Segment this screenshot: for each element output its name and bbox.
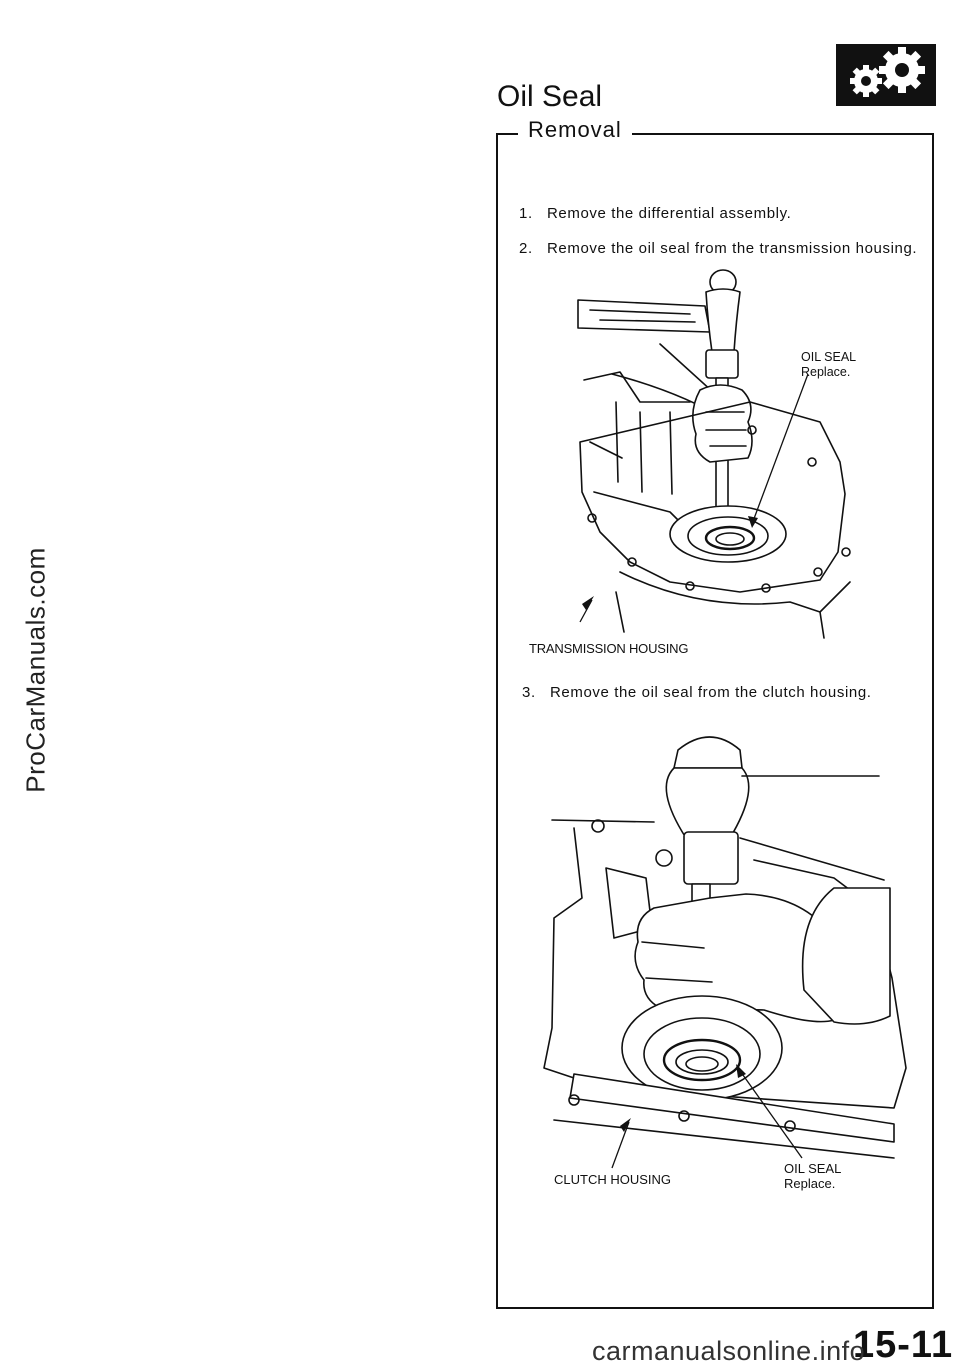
- fig2-housing-label: CLUTCH HOUSING: [554, 1172, 672, 1187]
- fig1-housing-label: TRANSMISSION HOUSING: [529, 641, 689, 656]
- step-1-number: 1.: [519, 205, 533, 222]
- footer-watermark: carmanualsonline.info: [592, 1336, 866, 1366]
- step-3-number: 3.: [522, 684, 536, 701]
- step-2-number: 2.: [519, 240, 533, 257]
- page-title: Oil Seal: [497, 80, 603, 113]
- step-1-text: Remove the differential assembly.: [547, 205, 792, 222]
- clutch-housing-illustration: [534, 728, 910, 1176]
- transmission-housing-illustration: [520, 262, 870, 642]
- fig2-oil-seal-label: [784, 1161, 841, 1191]
- fig1-oil-seal-name: OIL SEAL: [801, 350, 857, 364]
- side-watermark: [16, 460, 56, 880]
- section-title: Removal: [518, 117, 632, 143]
- step-1: [519, 205, 791, 222]
- page-number: 15-11: [853, 1324, 954, 1366]
- side-watermark-text: ProCarManuals.com: [20, 547, 51, 793]
- step-2: [519, 240, 917, 257]
- step-3: [522, 684, 872, 701]
- fig2-oil-seal-note: Replace.: [784, 1176, 836, 1191]
- fig1-oil-seal-label: [801, 350, 856, 380]
- gears-icon: [836, 44, 936, 106]
- step-3-text: Remove the oil seal from the clutch housing.: [550, 684, 872, 701]
- step-2-text: Remove the oil seal from the transmission housing.: [547, 240, 918, 257]
- fig2-oil-seal-name: OIL SEAL: [784, 1161, 842, 1176]
- fig1-oil-seal-note: Replace.: [801, 365, 851, 379]
